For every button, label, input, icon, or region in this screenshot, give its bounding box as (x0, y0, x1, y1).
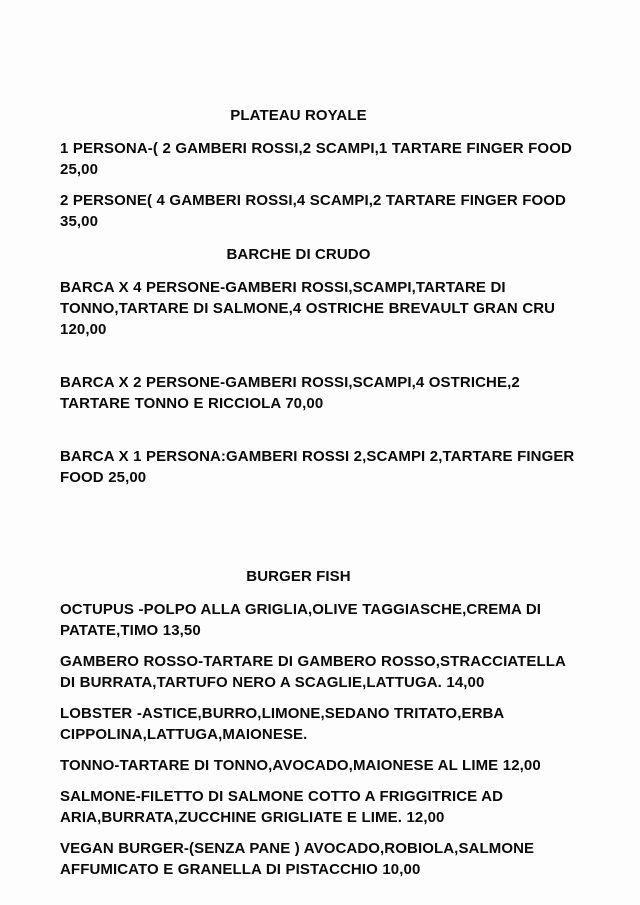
menu-item: 2 PERSONE( 4 GAMBERI ROSSI,4 SCAMPI,2 TARTARE FINGER FOOD 35,00 (60, 192, 566, 230)
top-spacer (60, 0, 577, 105)
section-heading-burger-fish: BURGER FISH (246, 568, 351, 585)
section-heading-barche-di-crudo: BARCHE DI CRUDO (226, 246, 371, 263)
section-plateau-royale (60, 105, 577, 232)
section-gap (60, 488, 577, 566)
menu-item: TONNO-TARTARE DI TONNO,AVOCADO,MAIONESE AL LIME 12,00 (60, 757, 541, 774)
menu-item: BARCA X 4 PERSONE-GAMBERI ROSSI,SCAMPI,TARTARE DI TONNO,TARTARE DI SALMONE,4 OSTRICHE BREVAULT GRAN CRU 120,00 (60, 279, 556, 338)
menu-item: BARCA X 2 PERSONE-GAMBERI ROSSI,SCAMPI,4 OSTRICHE,2 TARTARE TONNO E RICCIOLA 70,00 (60, 374, 520, 412)
menu-item: 1 PERSONA-( 2 GAMBERI ROSSI,2 SCAMPI,1 TARTARE FINGER FOOD 25,00 (60, 140, 572, 178)
menu-item: SALMONE-FILETTO DI SALMONE COTTO A FRIGGITRICE AD ARIA,BURRATA,ZUCCHINE GRIGLIATE E LIME. 12,00 (60, 788, 504, 826)
menu-item: GAMBERO ROSSO-TARTARE DI GAMBERO ROSSO,STRACCIATELLA DI BURRATA,TARTUFO NERO A SCAGLIE,LATTUGA. 14,00 (60, 653, 566, 691)
section-barche-di-crudo (60, 244, 577, 488)
menu-item: VEGAN BURGER-(SENZA PANE ) AVOCADO,ROBIOLA,SALMONE AFFUMICATO E GRANELLA DI PISTACCHIO 10,00 (60, 840, 535, 878)
menu-item: BARCA X 1 PERSONA:GAMBERI ROSSI 2,SCAMPI 2,TARTARE FINGER FOOD 25,00 (60, 448, 575, 486)
section-heading-plateau-royale: PLATEAU ROYALE (230, 107, 367, 124)
menu-item: LOBSTER -ASTICE,BURRO,LIMONE,SEDANO TRITATO,ERBA CIPPOLINA,LATTUGA,MAIONESE. (60, 705, 504, 743)
menu-content (60, 0, 577, 880)
menu-item: OCTUPUS -POLPO ALLA GRIGLIA,OLIVE TAGGIASCHE,CREMA DI PATATE,TIMO 13,50 (60, 601, 542, 639)
section-burger-fish (60, 566, 577, 880)
